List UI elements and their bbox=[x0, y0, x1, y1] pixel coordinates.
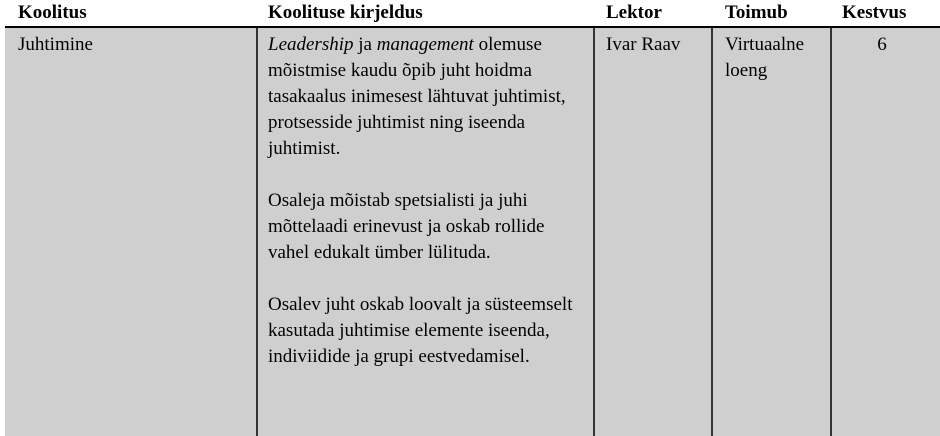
header-lecturer: Lektor bbox=[606, 2, 662, 23]
description-text: olemuse mõistmise kaudu õpib juht hoidma tasakaalus inimesest lähtuvat juhtimist, protsesside juhtimist ning iseenda juhtimist. bbox=[268, 34, 566, 159]
cell-format: Virtuaalne loeng bbox=[725, 34, 805, 81]
description-paragraph-3: Osalev juht oskab loovalt ja süsteemselt kasutada juhtimise elemente iseenda, indiviidide ja grupi eestvedamisel. bbox=[268, 294, 573, 367]
header-duration: Kestvus bbox=[842, 2, 907, 23]
description-paragraph-1 bbox=[268, 32, 586, 162]
cell-description bbox=[268, 32, 586, 370]
cell-lecturer: Ivar Raav bbox=[606, 34, 681, 55]
column-divider bbox=[830, 28, 832, 436]
column-divider bbox=[593, 28, 595, 436]
cell-duration: 6 bbox=[877, 34, 887, 55]
column-divider bbox=[256, 28, 258, 436]
header-description: Koolituse kirjeldus bbox=[268, 2, 423, 23]
description-text: ja bbox=[353, 34, 377, 55]
header-format: Toimub bbox=[725, 2, 788, 23]
term-management: management bbox=[376, 34, 474, 55]
header-course: Koolitus bbox=[18, 2, 87, 23]
cell-course: Juhtimine bbox=[18, 34, 93, 55]
column-divider bbox=[711, 28, 713, 436]
term-leadership: Leadership bbox=[268, 34, 354, 55]
description-paragraph-2: Osaleja mõistab spetsialisti ja juhi mõttelaadi erinevust ja oskab rollide vahel edukalt ümber lülituda. bbox=[268, 190, 545, 263]
